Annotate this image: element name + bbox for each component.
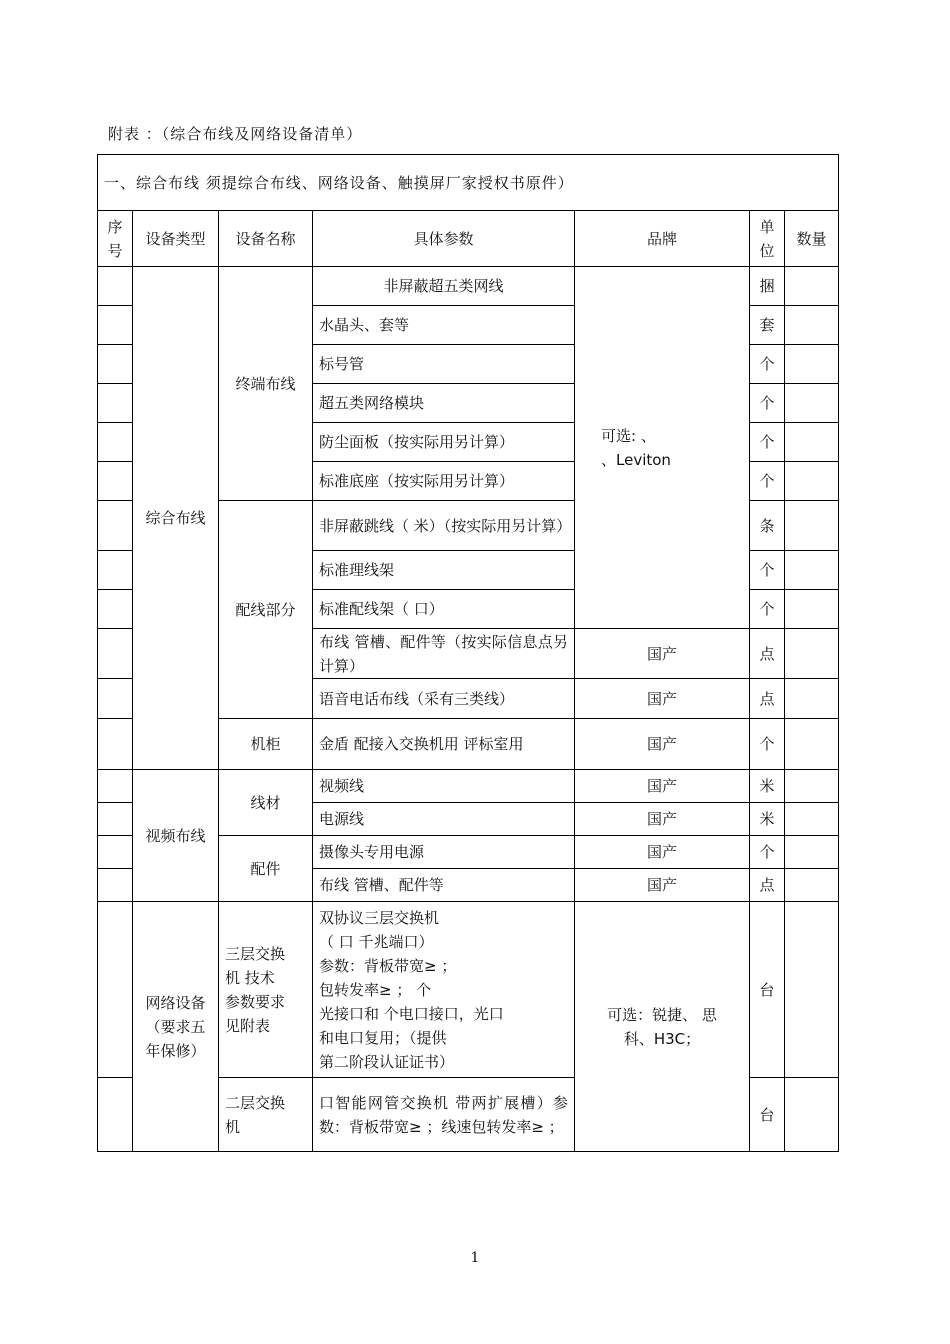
unit-cell: 点: [750, 869, 785, 902]
unit-cell: 个: [750, 384, 785, 423]
header-brand: 品牌: [575, 211, 750, 267]
param-cell: 防尘面板（按实际用另计算）: [313, 423, 575, 462]
type-network: 网络设备 （要求五 年保修）: [133, 902, 219, 1152]
name-accessory: 配件: [219, 836, 313, 902]
seq-cell: [98, 902, 133, 1078]
param-cell: 标准底座（按实际用另计算）: [313, 462, 575, 501]
qty-cell: [785, 869, 839, 902]
qty-cell: [785, 836, 839, 869]
name-terminal: 终端布线: [219, 267, 313, 501]
equipment-table: [97, 154, 839, 1152]
header-seq: 序 号: [98, 211, 133, 267]
unit-cell: 个: [750, 719, 785, 770]
seq-cell: [98, 770, 133, 803]
unit-cell: 米: [750, 803, 785, 836]
unit-cell: 条: [750, 501, 785, 551]
brand-cell: 国产: [575, 679, 750, 719]
seq-cell: [98, 719, 133, 770]
brand-cell: 国产: [575, 719, 750, 770]
header-params: 具体参数: [313, 211, 575, 267]
section-title: 一、综合布线 须提综合布线、网络设备、触摸屏厂家授权书原件）: [98, 155, 839, 211]
unit-cell: 个: [750, 423, 785, 462]
unit-cell: 点: [750, 629, 785, 679]
param-cell: 水晶头、套等: [313, 306, 575, 345]
type-cabling: 综合布线: [133, 267, 219, 770]
param-cell: 超五类网络模块: [313, 384, 575, 423]
param-cell: 视频线: [313, 770, 575, 803]
unit-cell: 米: [750, 770, 785, 803]
seq-cell: [98, 590, 133, 629]
qty-cell: [785, 462, 839, 501]
param-cell: 电源线: [313, 803, 575, 836]
param-cell: 标号管: [313, 345, 575, 384]
qty-cell: [785, 423, 839, 462]
qty-cell: [785, 803, 839, 836]
brand-optional: 可选: 、 、Leviton: [575, 267, 750, 629]
unit-cell: 个: [750, 551, 785, 590]
brand-cell: 国产: [575, 836, 750, 869]
seq-cell: [98, 679, 133, 719]
param-cell: 金盾 配接入交换机用 评标室用: [313, 719, 575, 770]
seq-cell: [98, 384, 133, 423]
header-unit: 单 位: [750, 211, 785, 267]
param-cell: 标准理线架: [313, 551, 575, 590]
unit-cell: 套: [750, 306, 785, 345]
brand-cell: 国产: [575, 869, 750, 902]
brand-cell: 国产: [575, 803, 750, 836]
seq-cell: [98, 836, 133, 869]
qty-cell: [785, 384, 839, 423]
page-caption: 附表 ：（综合布线及网络设备清单）: [108, 125, 363, 143]
param-cell: 语音电话布线（采有三类线）: [313, 679, 575, 719]
unit-cell: 个: [750, 836, 785, 869]
param-cell: 布线 管槽、配件等（按实际信息点另计算）: [313, 629, 575, 679]
seq-cell: [98, 462, 133, 501]
header-qty: 数量: [785, 211, 839, 267]
unit-cell: 台: [750, 902, 785, 1078]
qty-cell: [785, 345, 839, 384]
seq-cell: [98, 551, 133, 590]
name-cabinet: 机柜: [219, 719, 313, 770]
qty-cell: [785, 501, 839, 551]
param-cell: 摄像头专用电源: [313, 836, 575, 869]
seq-cell: [98, 267, 133, 306]
param-cell: 口智能网管交换机 带两扩展槽）参数：背板带宽≥ ；线速包转发率≥ ；: [313, 1078, 575, 1152]
name-wire: 线材: [219, 770, 313, 836]
header-name: 设备名称: [219, 211, 313, 267]
unit-cell: 捆: [750, 267, 785, 306]
qty-cell: [785, 306, 839, 345]
brand-optional-network: 可选：锐捷、 思 科、H3C；: [575, 902, 750, 1152]
header-type: 设备类型: [133, 211, 219, 267]
seq-cell: [98, 501, 133, 551]
qty-cell: [785, 551, 839, 590]
qty-cell: [785, 629, 839, 679]
name-l3-switch: 三层交换 机 技术 参数要求 见附表: [219, 902, 313, 1078]
qty-cell: [785, 1078, 839, 1152]
seq-cell: [98, 306, 133, 345]
unit-cell: 点: [750, 679, 785, 719]
seq-cell: [98, 1078, 133, 1152]
qty-cell: [785, 267, 839, 306]
brand-cell: 国产: [575, 629, 750, 679]
unit-cell: 个: [750, 590, 785, 629]
seq-cell: [98, 345, 133, 384]
qty-cell: [785, 679, 839, 719]
qty-cell: [785, 719, 839, 770]
param-cell: 非屏蔽超五类网线: [313, 267, 575, 306]
param-cell: 标准配线架（ 口）: [313, 590, 575, 629]
seq-cell: [98, 803, 133, 836]
name-distribution: 配线部分: [219, 501, 313, 719]
unit-cell: 个: [750, 462, 785, 501]
unit-cell: 个: [750, 345, 785, 384]
param-cell: 双协议三层交换机 （ 口 千兆端口） 参数：背板带宽≥ ； 包转发率≥ ； 个 光接口和 个电口接口，光口 和电口复用；（提供 第二阶段认证证书）: [313, 902, 575, 1078]
seq-cell: [98, 629, 133, 679]
page-number: 1: [470, 1250, 480, 1266]
qty-cell: [785, 902, 839, 1078]
param-cell: 布线 管槽、配件等: [313, 869, 575, 902]
seq-cell: [98, 423, 133, 462]
param-cell: 非屏蔽跳线（ 米）（按实际用另计算）: [313, 501, 575, 551]
unit-cell: 台: [750, 1078, 785, 1152]
seq-cell: [98, 869, 133, 902]
name-l2-switch: 二层交换 机: [219, 1078, 313, 1152]
type-video: 视频布线: [133, 770, 219, 902]
brand-cell: 国产: [575, 770, 750, 803]
qty-cell: [785, 770, 839, 803]
qty-cell: [785, 590, 839, 629]
